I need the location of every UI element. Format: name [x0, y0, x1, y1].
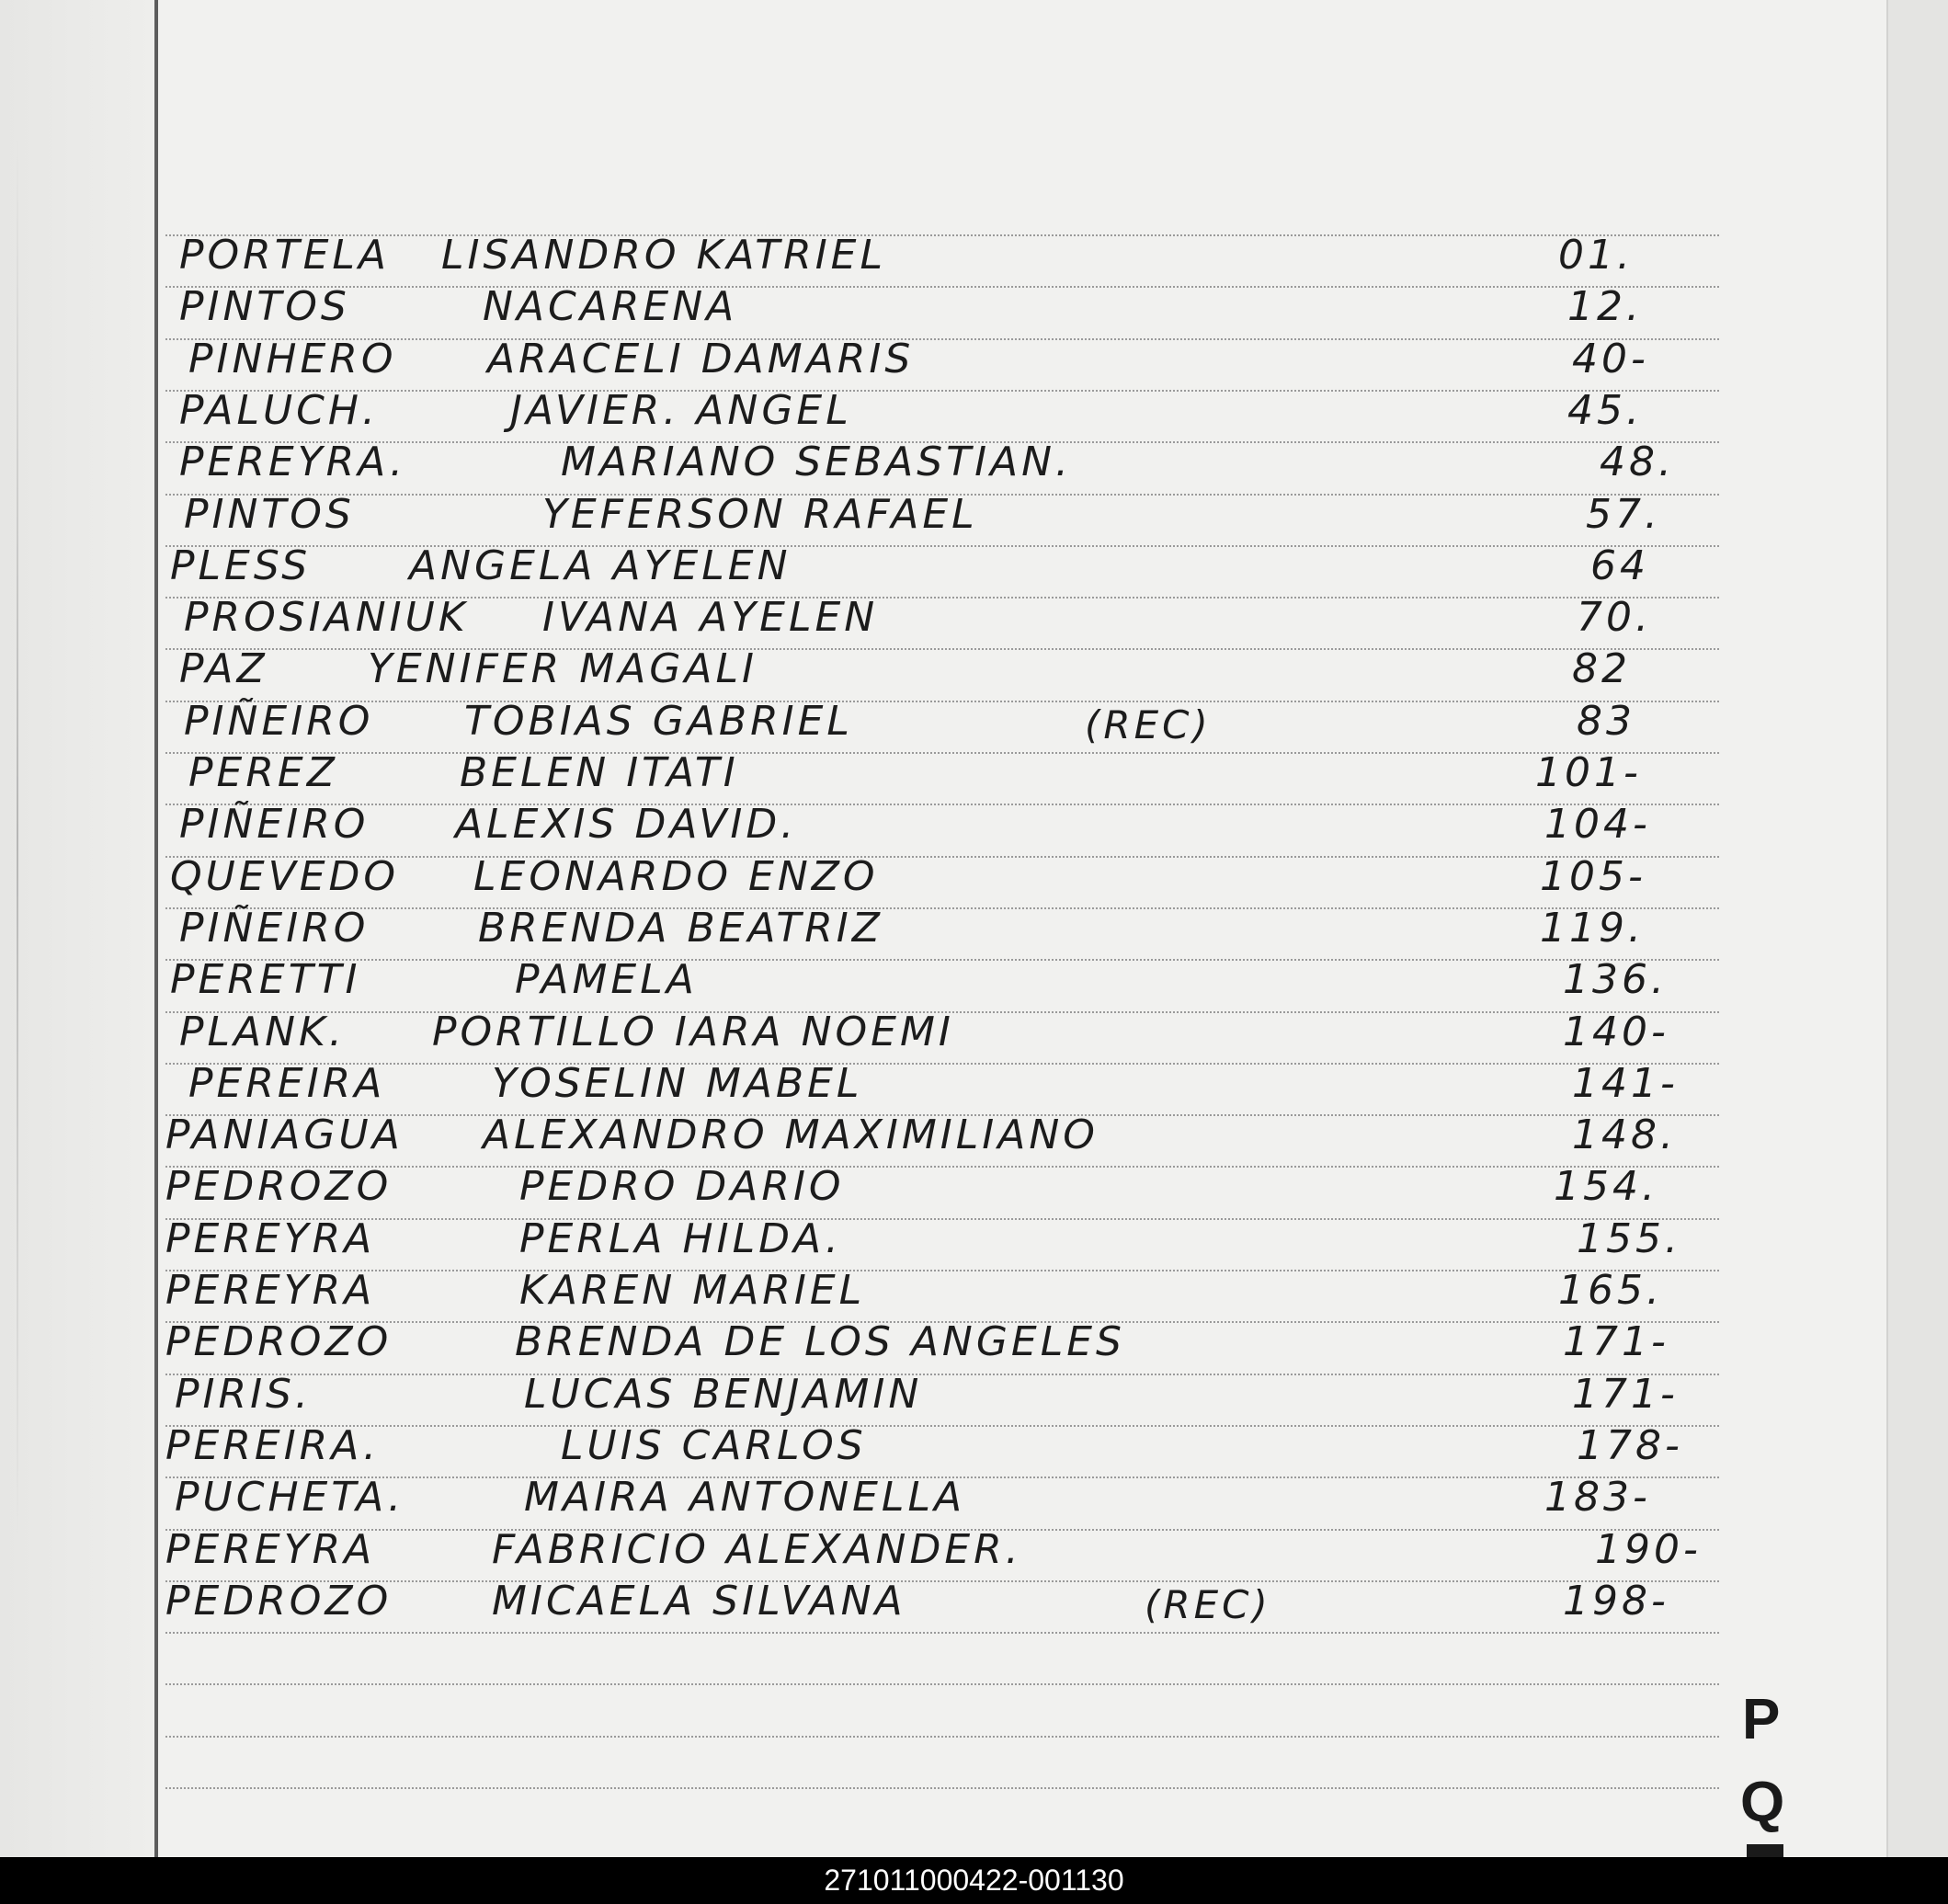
- entry-surname: PUCHETA.: [175, 1474, 405, 1522]
- entry-given-names: YEFERSON RAFAEL: [542, 490, 978, 538]
- entry-surname: PINHERO: [188, 335, 397, 382]
- entry-number: 183-: [1544, 1474, 1651, 1522]
- entry-surname: PEDROZO: [165, 1318, 393, 1366]
- roster-entry: [0, 592, 1839, 644]
- entry-surname: PEREIRA: [188, 1059, 386, 1107]
- entry-given-names: PAMELA: [515, 956, 698, 1004]
- entry-given-names: LUIS CARLOS: [561, 1421, 867, 1469]
- entry-given-names: PEDRO DARIO: [519, 1163, 845, 1211]
- entry-number: 70.: [1577, 594, 1652, 642]
- entry-surname: PIÑEIRO: [184, 697, 374, 745]
- roster-entry: [0, 541, 1839, 592]
- entry-surname: PORTELA: [179, 232, 391, 279]
- roster-entry: [0, 1110, 1839, 1161]
- roster-entry: [0, 644, 1839, 695]
- roster-entry: [0, 851, 1839, 903]
- document-id-footer: 271011000422-001130: [0, 1857, 1948, 1904]
- roster-entry: [0, 747, 1839, 799]
- entry-given-names: TOBIAS GABRIEL: [464, 697, 853, 745]
- entry-surname: PINTOS: [179, 283, 350, 331]
- entry-number: 178-: [1577, 1421, 1683, 1469]
- entry-number: 154.: [1554, 1163, 1658, 1211]
- entry-given-names: ANGELA AYELEN: [409, 542, 792, 589]
- entry-number: 12.: [1567, 283, 1643, 331]
- entry-surname: PALUCH.: [179, 386, 379, 434]
- entry-number: 190-: [1595, 1525, 1702, 1573]
- roster-entry: [0, 489, 1839, 541]
- entry-number: 105-: [1540, 852, 1646, 900]
- entry-number: 101-: [1535, 749, 1642, 796]
- entry-given-names: IVANA AYELEN: [542, 594, 879, 642]
- entry-number: 165.: [1558, 1267, 1663, 1314]
- roster-entry: [0, 1369, 1839, 1420]
- entry-given-names: BRENDA BEATRIZ: [478, 904, 883, 952]
- roster-entry: [0, 1472, 1839, 1523]
- entry-number: 119.: [1540, 904, 1645, 952]
- roster-entry: [0, 903, 1839, 954]
- right-page-edge: [1886, 0, 1948, 1857]
- entry-given-names: BELEN ITATI: [460, 749, 739, 796]
- entry-surname: PIRIS.: [175, 1370, 312, 1418]
- entry-number: 64: [1590, 542, 1649, 589]
- roster-entry: [0, 954, 1839, 1006]
- entry-surname: PIÑEIRO: [179, 801, 370, 849]
- entry-given-names: ALEXANDRO MAXIMILIANO: [483, 1112, 1099, 1159]
- entry-number: 141-: [1572, 1059, 1679, 1107]
- entry-given-names: ARACELI DAMARIS: [487, 335, 915, 382]
- entry-given-names: LEONARDO ENZO: [473, 852, 879, 900]
- roster-entry: [0, 334, 1839, 385]
- entry-number: 01.: [1558, 232, 1634, 279]
- roster-entry: [0, 1420, 1839, 1472]
- entry-number: 140-: [1563, 1008, 1669, 1055]
- entry-number: 45.: [1567, 386, 1643, 434]
- ruled-line: [165, 1632, 1719, 1634]
- entry-given-names: BRENDA DE LOS ANGELES: [515, 1318, 1125, 1366]
- roster-entry: [0, 385, 1839, 437]
- roster-entry: [0, 1317, 1839, 1368]
- entry-given-names: MAIRA ANTONELLA: [524, 1474, 966, 1522]
- entry-number: 48.: [1600, 439, 1675, 486]
- entry-note: (REC): [1085, 701, 1212, 747]
- entry-number: 40-: [1572, 335, 1649, 382]
- entry-surname: PLESS: [170, 542, 312, 589]
- roster-entry: [0, 437, 1839, 488]
- entry-given-names: PERLA HILDA.: [519, 1214, 842, 1262]
- entry-surname: PINTOS: [184, 490, 355, 538]
- roster-entry: [0, 1214, 1839, 1265]
- roster-entry: [0, 1161, 1839, 1213]
- entry-number: 82: [1572, 645, 1631, 693]
- entry-number: 148.: [1572, 1112, 1677, 1159]
- ruled-line: [165, 1736, 1719, 1738]
- entry-surname: PEDROZO: [165, 1577, 393, 1625]
- index-tab-p: P: [1742, 1688, 1781, 1751]
- entry-given-names: PORTILLO IARA NOEMI: [432, 1008, 954, 1055]
- entry-surname: PEREYRA.: [179, 439, 407, 486]
- entry-number: 83: [1577, 697, 1635, 745]
- entry-number: 155.: [1577, 1214, 1681, 1262]
- roster-entry: [0, 799, 1839, 850]
- entry-given-names: LUCAS BENJAMIN: [524, 1370, 923, 1418]
- entry-surname: QUEVEDO: [170, 852, 400, 900]
- roster-entry: [0, 1058, 1839, 1110]
- roster-entry: [0, 1576, 1839, 1627]
- entry-surname: PERETTI: [170, 956, 361, 1004]
- entry-surname: PANIAGUA: [165, 1112, 404, 1159]
- entry-given-names: KAREN MARIEL: [519, 1267, 866, 1314]
- entry-given-names: MICAELA SILVANA: [492, 1577, 906, 1625]
- entry-number: 104-: [1544, 801, 1651, 849]
- entry-surname: PEREIRA.: [165, 1421, 381, 1469]
- entry-surname: PEREZ: [188, 749, 338, 796]
- entry-given-names: NACARENA: [483, 283, 738, 331]
- index-tab-next: [1747, 1844, 1783, 1857]
- entry-given-names: YENIFER MAGALI: [368, 645, 758, 693]
- entry-surname: PLANK.: [179, 1008, 346, 1055]
- entry-given-names: LISANDRO KATRIEL: [441, 232, 886, 279]
- entry-surname: PAZ: [179, 645, 268, 693]
- entry-given-names: FABRICIO ALEXANDER.: [492, 1525, 1022, 1573]
- ruled-line: [165, 1683, 1719, 1685]
- roster-entry: [0, 230, 1839, 281]
- entry-surname: PIÑEIRO: [179, 904, 370, 952]
- entry-surname: PEREYRA: [165, 1525, 376, 1573]
- roster-entry: [0, 281, 1839, 333]
- entry-given-names: YOSELIN MABEL: [492, 1059, 863, 1107]
- entry-number: 136.: [1563, 956, 1668, 1004]
- entry-given-names: JAVIER. ANGEL: [510, 386, 852, 434]
- entry-surname: PEDROZO: [165, 1163, 393, 1211]
- entry-number: 171-: [1572, 1370, 1679, 1418]
- roster-entry: [0, 1007, 1839, 1058]
- entry-surname: PROSIANIUK: [184, 594, 469, 642]
- entry-surname: PEREYRA: [165, 1214, 376, 1262]
- roster-entry: [0, 696, 1839, 747]
- entry-given-names: MARIANO SEBASTIAN.: [561, 439, 1073, 486]
- entry-note: (REC): [1145, 1581, 1271, 1627]
- entry-given-names: ALEXIS DAVID.: [455, 801, 798, 849]
- entry-surname: PEREYRA: [165, 1267, 376, 1314]
- entry-number: 57.: [1586, 490, 1661, 538]
- entry-number: 171-: [1563, 1318, 1669, 1366]
- roster-entry: [0, 1524, 1839, 1576]
- index-tab-q: Q: [1740, 1771, 1785, 1834]
- roster-entry: [0, 1265, 1839, 1317]
- entry-number: 198-: [1563, 1577, 1669, 1625]
- ruled-line: [165, 1787, 1719, 1789]
